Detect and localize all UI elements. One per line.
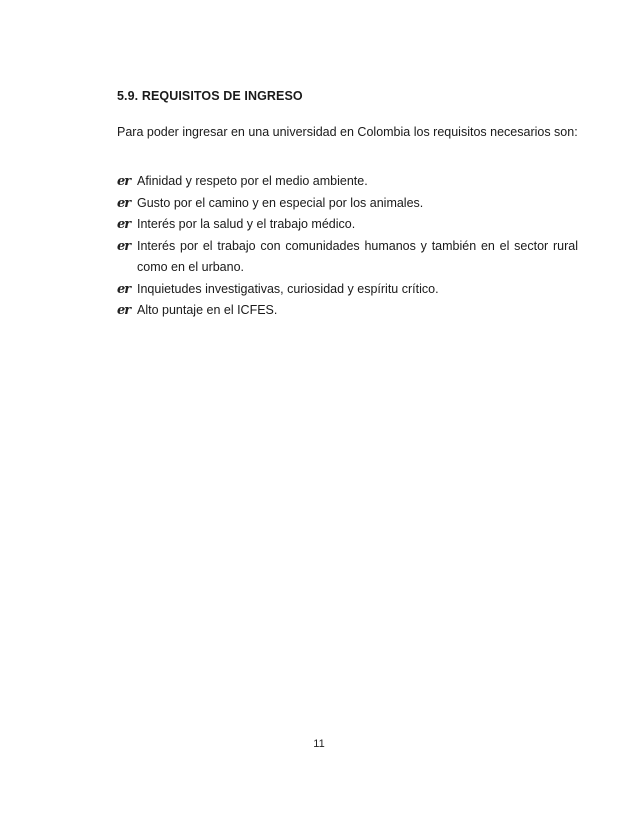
list-item	[117, 171, 578, 193]
checkmark-bullet-icon: er	[117, 217, 131, 232]
requirement-text: Inquietudes investigativas, curiosidad y espíritu crítico.	[137, 281, 439, 296]
list-item	[117, 214, 578, 236]
checkmark-bullet-icon: er	[117, 303, 131, 318]
list-item	[117, 193, 578, 215]
checkmark-bullet-icon: er	[117, 281, 131, 297]
list-item	[117, 279, 578, 301]
intro-paragraph: Para poder ingresar en una universidad en Colombia los requisitos necesarios son:	[117, 125, 578, 139]
checkmark-bullet-icon: er	[117, 174, 131, 189]
requirement-text: Interés por la salud y el trabajo médico.	[137, 217, 356, 231]
checkmark-bullet-icon: er	[117, 238, 131, 254]
list-item	[117, 236, 578, 279]
page-number: 11	[313, 738, 325, 750]
requirement-text: Afinidad y respeto por el medio ambiente.	[137, 174, 368, 188]
requirements-list	[117, 171, 578, 322]
checkmark-bullet-icon: er	[117, 195, 131, 211]
list-item	[117, 300, 578, 322]
requirement-text: Gusto por el camino y en especial por los animales.	[137, 195, 424, 210]
requirement-text: Alto puntaje en el ICFES.	[137, 303, 278, 317]
requirement-text: Interés por el trabajo con comunidades humanos y también en el sector rural como en el urbano.	[137, 238, 578, 274]
section-title: 5.9. REQUISITOS DE INGRESO	[117, 89, 303, 103]
